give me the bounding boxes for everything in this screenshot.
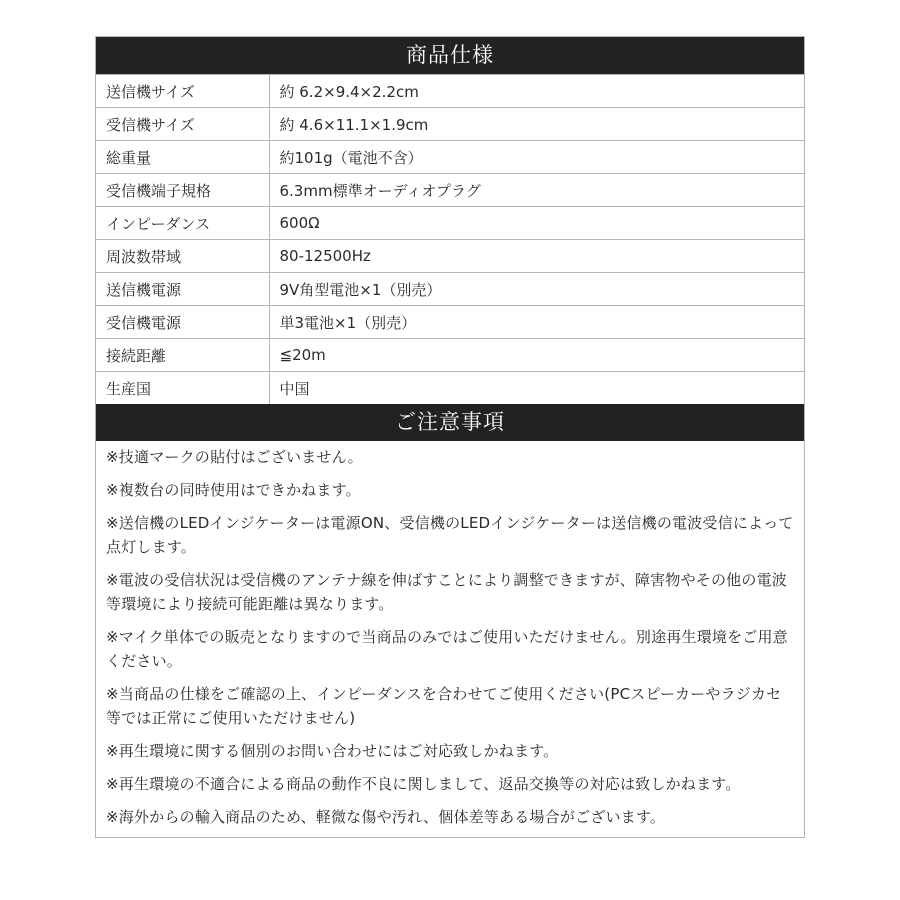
spec-label: 送信機電源 bbox=[96, 273, 269, 306]
spec-value: 単3電池×1（別売） bbox=[269, 306, 804, 339]
spec-value: 6.3mm標準オーディオプラグ bbox=[269, 174, 804, 207]
note-item: ※当商品の仕様をご確認の上、インピーダンスを合わせてご使用ください(PCスピーカーやラジカセ等では正常にご使用いただけません) bbox=[106, 685, 782, 727]
note-item: ※複数台の同時使用はできかねます。 bbox=[106, 481, 361, 499]
table-row bbox=[96, 273, 804, 306]
table-row bbox=[96, 372, 804, 405]
spec-label: 総重量 bbox=[96, 141, 269, 174]
note-item: ※再生環境に関する個別のお問い合わせにはご対応致しかねます。 bbox=[106, 742, 559, 760]
table-row bbox=[96, 339, 804, 372]
note-item: ※海外からの輸入商品のため、軽微な傷や汚れ、個体差等ある場合がございます。 bbox=[106, 808, 666, 826]
spec-value: 600Ω bbox=[269, 207, 804, 240]
note-item: ※電波の受信状況は受信機のアンテナ線を伸ばすことにより調整できますが、障害物やその他の電波等環境により接続可能距離は異なります。 bbox=[106, 571, 787, 613]
spec-label: 送信機サイズ bbox=[96, 75, 269, 108]
spec-value: 80-12500Hz bbox=[269, 240, 804, 273]
spec-label: 受信機電源 bbox=[96, 306, 269, 339]
spec-label: 受信機サイズ bbox=[96, 108, 269, 141]
spec-table bbox=[96, 74, 804, 404]
table-row bbox=[96, 207, 804, 240]
spec-value: 約101g（電池不含） bbox=[269, 141, 804, 174]
notes-section-title: ご注意事項 bbox=[96, 404, 804, 441]
note-item: ※再生環境の不適合による商品の動作不良に関しまして、返品交換等の対応は致しかねます。 bbox=[106, 775, 741, 793]
table-row bbox=[96, 174, 804, 207]
spec-value: 9V角型電池×1（別売） bbox=[269, 273, 804, 306]
spec-label: 受信機端子規格 bbox=[96, 174, 269, 207]
spec-section-title: 商品仕様 bbox=[96, 37, 804, 74]
spec-value: ≦20m bbox=[269, 339, 804, 372]
spec-label: インピーダンス bbox=[96, 207, 269, 240]
note-item: ※技適マークの貼付はございません。 bbox=[106, 448, 363, 466]
spec-label: 周波数帯域 bbox=[96, 240, 269, 273]
table-row bbox=[96, 306, 804, 339]
spec-value: 中国 bbox=[269, 372, 804, 405]
spec-label: 生産国 bbox=[96, 372, 269, 405]
product-info-sheet bbox=[95, 36, 805, 838]
table-row bbox=[96, 240, 804, 273]
spec-label: 接続距離 bbox=[96, 339, 269, 372]
note-item: ※マイク単体での販売となりますので当商品のみではご使用いただけません。別途再生環境をご用意ください。 bbox=[106, 628, 788, 670]
spec-value: 約 4.6×11.1×1.9cm bbox=[269, 108, 804, 141]
spec-value: 約 6.2×9.4×2.2cm bbox=[269, 75, 804, 108]
table-row bbox=[96, 75, 804, 108]
note-item: ※送信機のLEDインジケーターは電源ON、受信機のLEDインジケーターは送信機の電波受信によって点灯します。 bbox=[106, 514, 794, 556]
table-row bbox=[96, 108, 804, 141]
table-row bbox=[96, 141, 804, 174]
notes-list bbox=[96, 441, 804, 837]
